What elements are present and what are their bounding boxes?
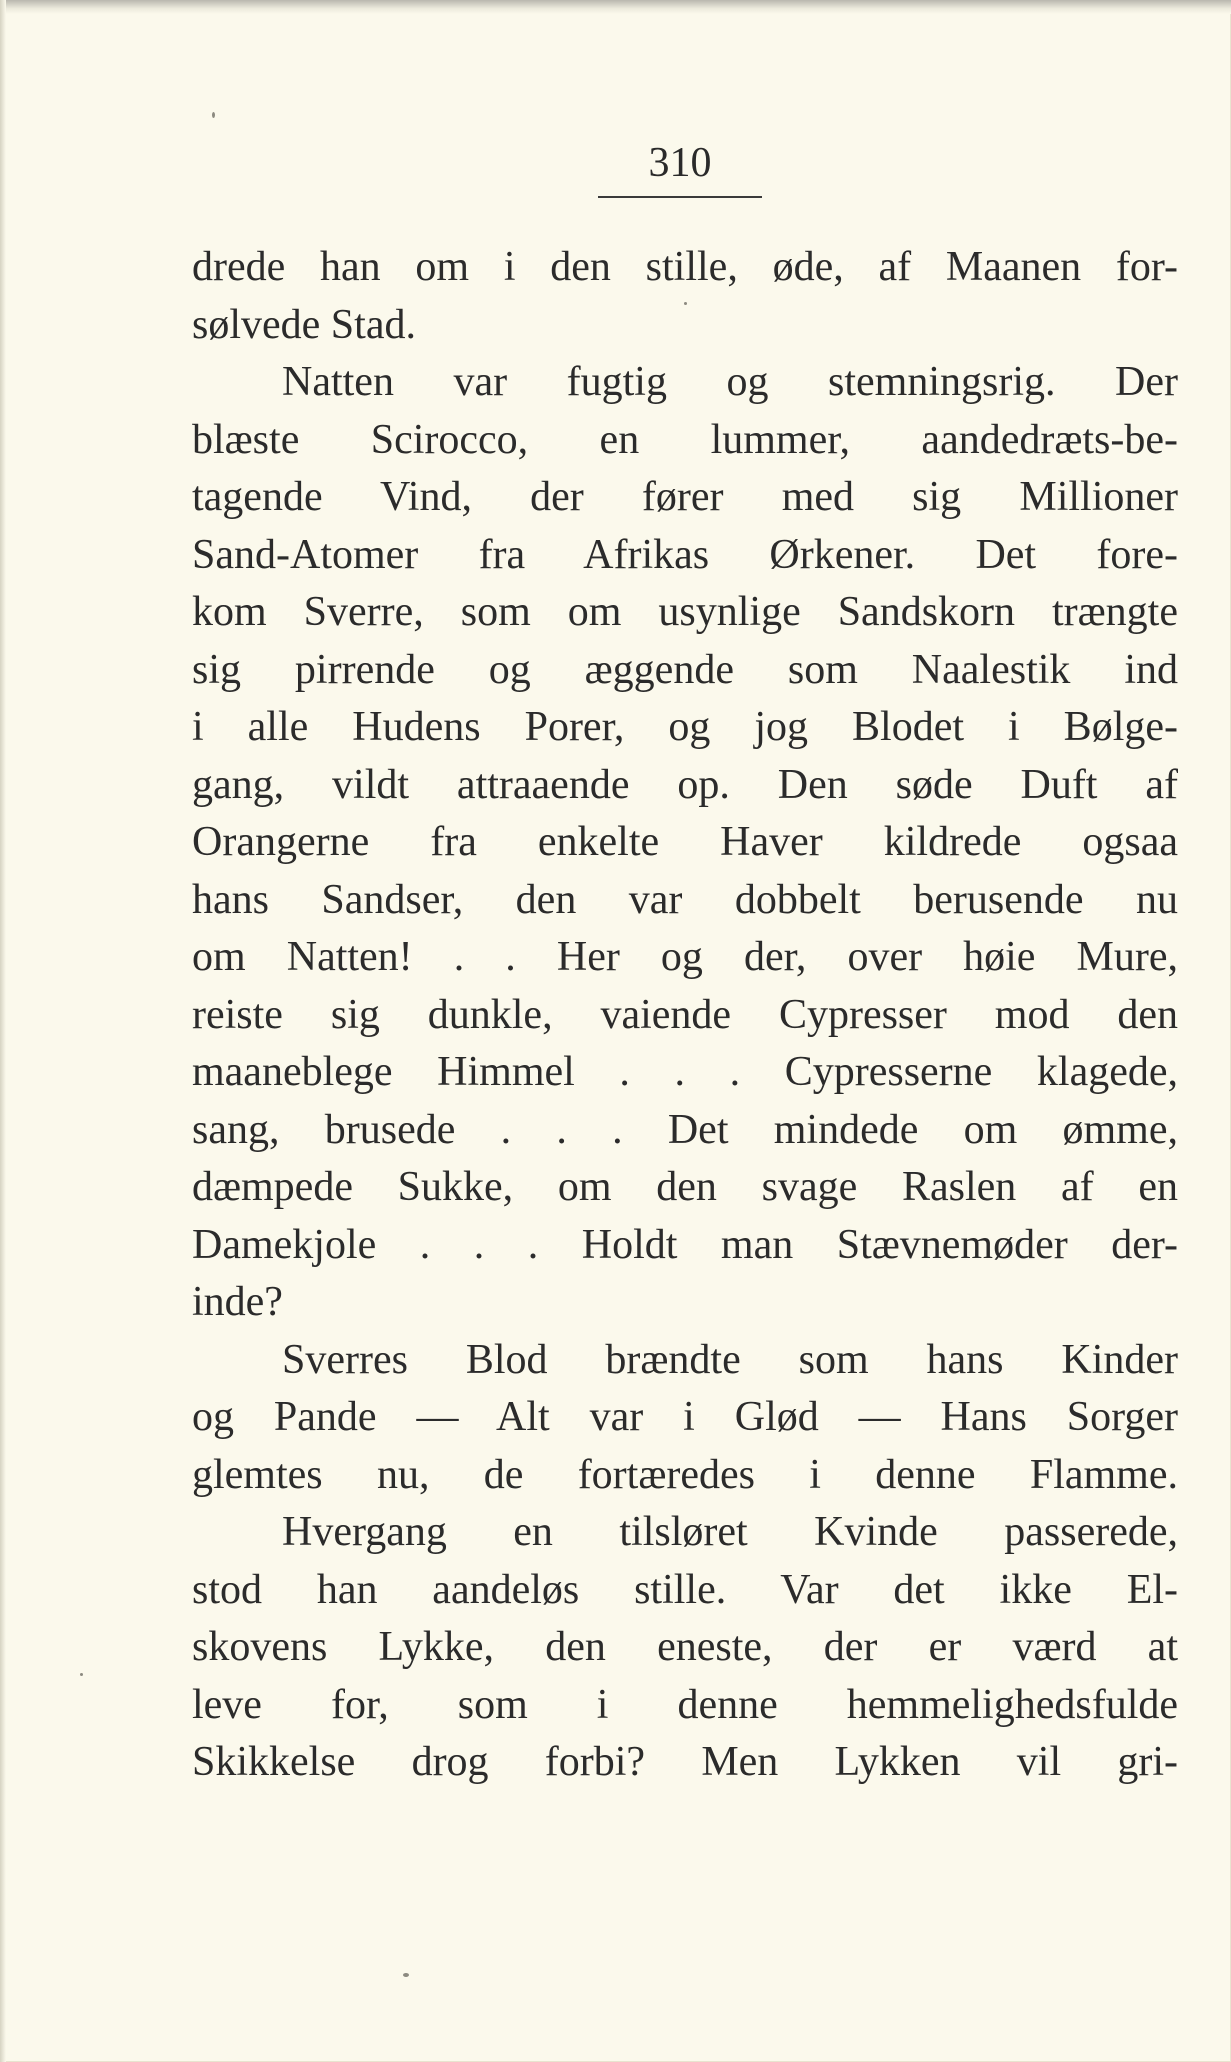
text-line: sølvede Stad. <box>192 301 416 348</box>
text-line: drede han om i den stille, øde, af Maanen for- <box>192 244 1178 290</box>
text-line: blæste Scirocco, en lummer, aandedræts-be- <box>192 416 1178 463</box>
page-number: 310 <box>648 140 712 186</box>
paper-speck <box>403 1973 409 1977</box>
text-line: dæmpede Sukke, om den svage Raslen af en <box>192 1164 1178 1210</box>
text-line: Hvergang en tilsløret Kvinde passerede, <box>282 1509 1178 1555</box>
page-top-edge <box>0 0 1231 14</box>
text-line: inde? <box>192 1279 283 1325</box>
text-line: kom Sverre, som om usynlige Sandskorn trængte <box>192 589 1178 635</box>
text-line: tagende Vind, der fører med sig Millioner <box>192 474 1178 520</box>
paper-speck <box>80 1673 83 1676</box>
text-line: om Natten! . . Her og der, over høie Mure, <box>192 934 1178 980</box>
text-line: leve for, som i denne hemmelighedsfulde <box>192 1681 1178 1728</box>
text-line: sig pirrende og æggende som Naalestik ind <box>192 646 1178 693</box>
body-text <box>192 239 1178 1792</box>
text-line: reiste sig dunkle, vaiende Cypresser mod den <box>192 991 1178 1038</box>
page-left-edge <box>0 0 6 2062</box>
text-line: Sand-Atomer fra Afrikas Ørkener. Det fore- <box>192 531 1178 578</box>
text-line: i alle Hudens Porer, og jog Blodet i Bølge- <box>192 704 1178 750</box>
text-line: Skikkelse drog forbi? Men Lykken vil gri- <box>192 1739 1178 1785</box>
paper-speck <box>212 112 215 118</box>
text-line: og Pande — Alt var i Glød — Hans Sorger <box>192 1394 1178 1440</box>
text-line: gang, vildt attraaende op. Den søde Duft af <box>192 761 1178 808</box>
text-line: Natten var fugtig og stemningsrig. Der <box>282 359 1178 405</box>
text-line: hans Sandser, den var dobbelt berusende nu <box>192 876 1178 923</box>
text-line: Orangerne fra enkelte Haver kildrede ogsaa <box>192 819 1178 865</box>
text-line: glemtes nu, de fortæredes i denne Flamme. <box>192 1451 1178 1498</box>
text-line: maaneblege Himmel . . . Cypresserne klagede, <box>192 1049 1178 1095</box>
text-line: sang, brusede . . . Det mindede om ømme, <box>192 1106 1178 1153</box>
page-number-rule <box>598 196 762 198</box>
text-line: Sverres Blod brændte som hans Kinder <box>282 1336 1178 1383</box>
text-line: Damekjole . . . Holdt man Stævnemøder der- <box>192 1221 1178 1268</box>
text-line: skovens Lykke, den eneste, der er værd at <box>192 1624 1178 1670</box>
text-line: stod han aandeløs stille. Var det ikke El- <box>192 1566 1178 1613</box>
